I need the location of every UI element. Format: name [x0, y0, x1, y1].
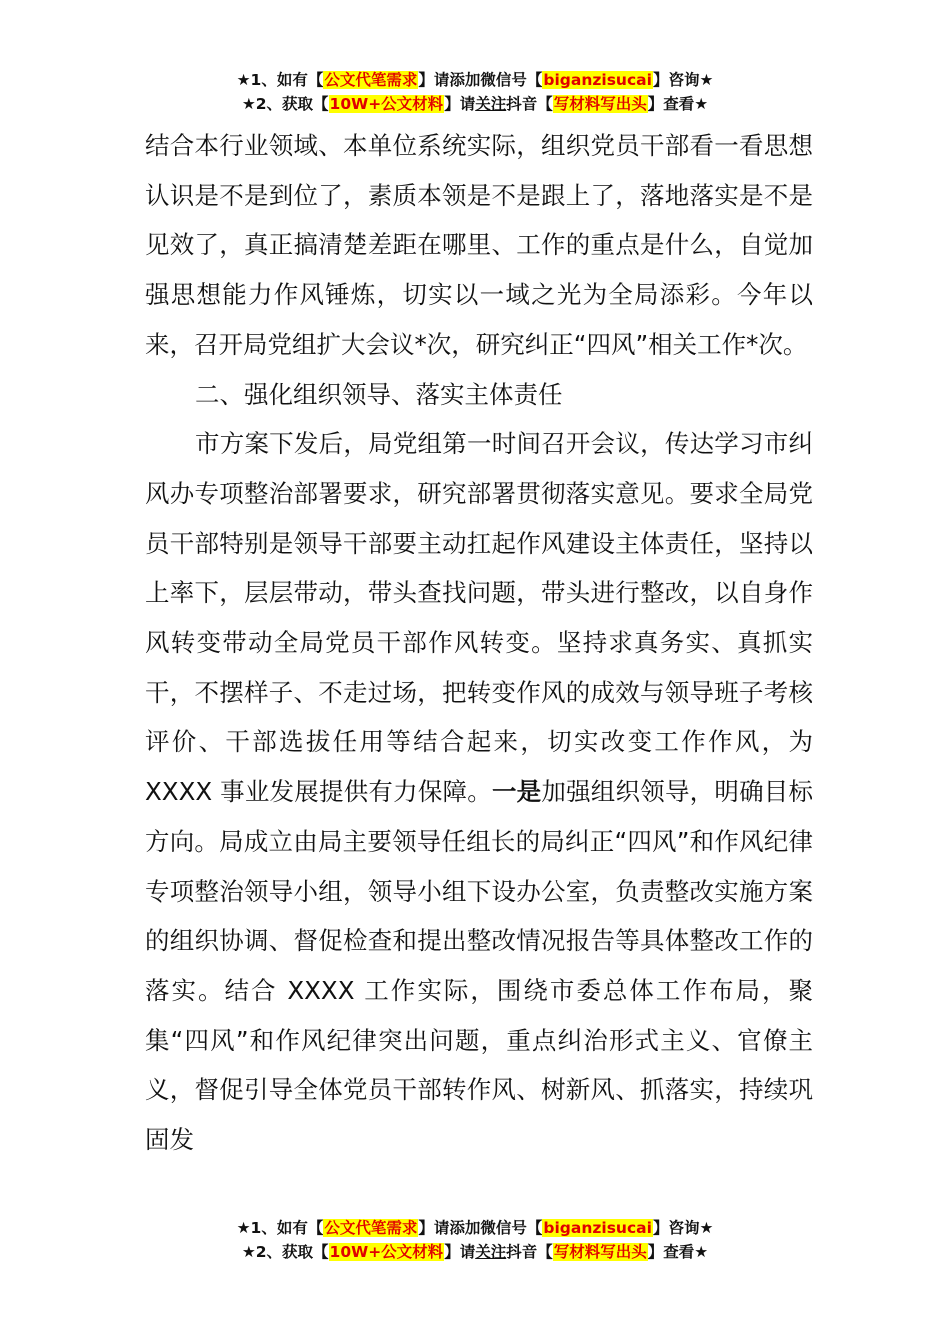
banner-line-2: ★2、获取【10W+公文材料】请关注抖音【写材料写出头】查看★ — [241, 95, 709, 113]
paragraph-3: 市方案下发后，局党组第一时间召开会议，传达学习市纠风办专项整治部署要求，研究部署贯彻落实意见。要求全局党员干部特别是领导干部要主动扛起作风建设主体责任，坚持以上率下，层层带动，带头查找问题，带头进行整改，以自身作风转变带动全局党员干部作风转变。坚持求真务实、真抓实干，不摆样子、不走过场，把转变作风的成效与领导班子考核评价、干部选拔任用等结合起来，切实改变工作作风，为 XXXX 事业发展提供有力保障。一是加强组织领导，明确目标方向。局成立由局主要领导任组长的局纠正“四风”和作风纪律专项整治领导小组，领导小组下设办公室，负责整改实施方案的组织协调、督促检查和提出整改情况报告等具体整改工作的落实。结合 XXXX 工作实际，围绕市委总体工作布局，聚集“四风”和作风纪律突出问题，重点纠治形式主义、官僚主义，督促引导全体党员干部转作风、树新风、抓落实，持续巩固发 — [145, 429, 813, 1155]
highlight-service: 公文代笔需求 — [324, 1219, 418, 1237]
banner-line-1: ★1、如有【公文代笔需求】请添加微信号【biganzisucai】咨询★ — [236, 71, 714, 89]
paragraph-1: 结合本行业领域、本单位系统实际，组织党员干部看一看思想认识是不是到位了，素质本领是不是跟上了，落地落实是不是见效了，真正搞清楚差距在哪里、工作的重点是什么，自觉加强思想能力作风锤炼，切实以一域之光为全局添彩。今年以来，召开局党组扩大会议*次，研究纠正“四风”相关工作*次。 — [145, 131, 813, 359]
banner-line-1: ★1、如有【公文代笔需求】请添加微信号【biganzisucai】咨询★ — [236, 1219, 714, 1237]
header-banner — [0, 68, 950, 116]
section-heading-2: 二、强化组织领导、落实主体责任 — [195, 379, 563, 409]
highlight-service: 公文代笔需求 — [324, 71, 418, 89]
highlight-materials: 10W+公文材料 — [329, 95, 444, 113]
highlight-wechat-id: biganzisucai — [543, 1219, 652, 1237]
banner-line-2: ★2、获取【10W+公文材料】请关注抖音【写材料写出头】查看★ — [241, 1243, 709, 1261]
highlight-douyin: 写材料写出头 — [553, 95, 647, 113]
highlight-wechat-id: biganzisucai — [543, 71, 652, 89]
highlight-materials: 10W+公文材料 — [329, 1243, 444, 1261]
footer-banner — [0, 1216, 950, 1264]
bold-lead: 一是 — [491, 777, 542, 807]
highlight-douyin: 写材料写出头 — [553, 1243, 647, 1261]
document-body — [145, 121, 813, 1165]
